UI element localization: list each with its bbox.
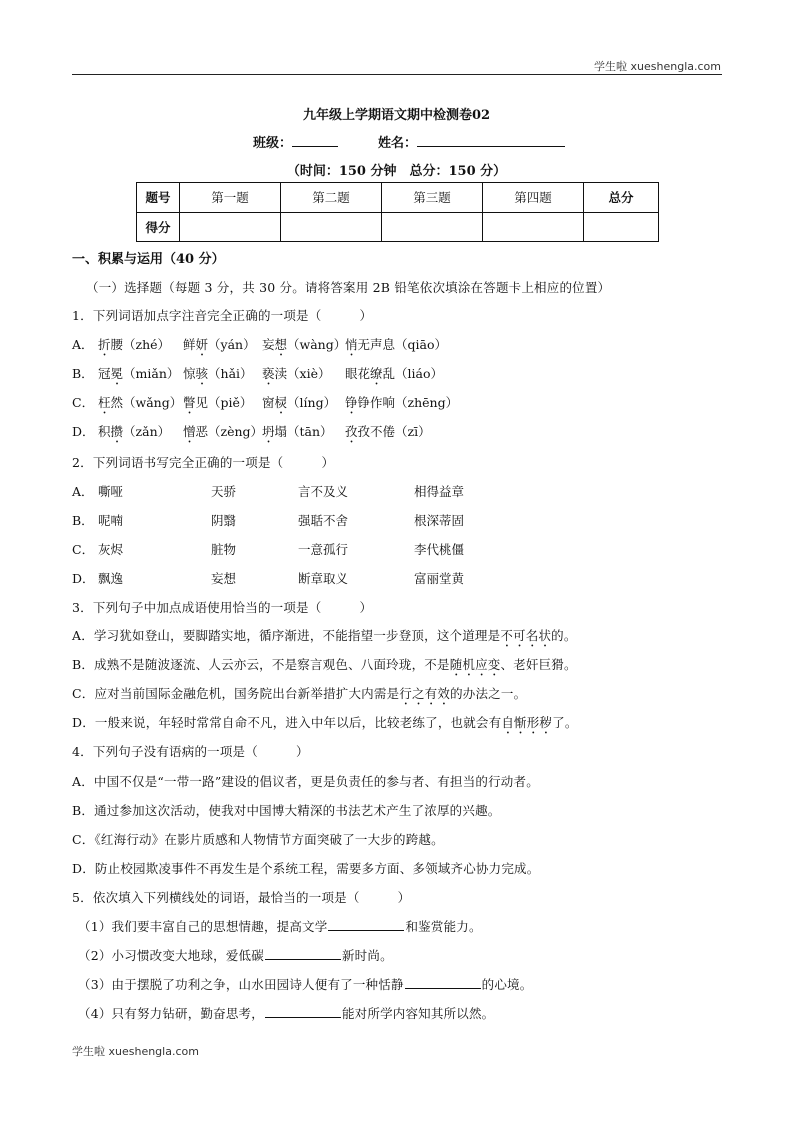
option-d: D．一般来说，年轻时常常自命不凡，进入中年以后，比较老练了，也就会有自惭形秽了。	[72, 715, 578, 730]
option-c: C．应对当前国际金融危机，国务院出台新举措扩大内需是行之有效的办法之一。	[72, 686, 527, 701]
dotted-char: 铮	[345, 395, 358, 410]
option-word: 断章取义	[298, 571, 349, 586]
option-c: C．《红海行动》在影片质感和人物情节方面突破了一大步的跨越。	[72, 832, 444, 847]
dotted-char: 坍	[262, 424, 275, 439]
option-b: B．成熟不是随波逐流、人云亦云，不是察言观色、八面玲珑，不是随机应变、老奸巨猾。	[72, 657, 577, 672]
page-title: 九年级上学期语文期中检测卷02	[302, 108, 491, 123]
pinyin-word: 铮铮作响（zhēng）	[345, 395, 459, 410]
dotted-char: 缭	[370, 366, 383, 381]
option-word: 相得益章	[414, 484, 465, 499]
pinyin-word: 妄想（wàng）	[262, 337, 347, 352]
score-cell	[281, 212, 382, 242]
score-cell	[483, 212, 584, 242]
option-label: B．	[72, 513, 94, 528]
option-label: A．	[72, 337, 94, 352]
dotted-char: 瞥	[183, 395, 196, 410]
table-row	[137, 212, 659, 242]
fill-blank[interactable]	[265, 948, 341, 960]
fill-blank[interactable]	[405, 977, 481, 989]
dotted-idiom: 不可名状	[500, 628, 552, 643]
class-blank	[292, 134, 338, 147]
option-label: D．	[72, 571, 95, 586]
pinyin-word: 亵渎（xiè）	[262, 366, 331, 381]
dotted-char: 枉	[98, 395, 111, 410]
option-word: 飘逸	[98, 571, 124, 586]
table-cell: 得分	[137, 212, 180, 242]
table-cell: 第三题	[382, 183, 483, 213]
option-word: 脏物	[211, 542, 237, 557]
pinyin-word: 瞥见（piě）	[183, 395, 253, 410]
part-heading: （一）选择题（每题 3 分，共 30 分。请将答案用 2B 铅笔依次填涂在答题卡上相应的位置）	[86, 280, 611, 295]
option-a: A．学习犹如登山，要脚踏实地，循序渐进，不能指望一步登顶，这个道理是不可名状的。	[72, 628, 577, 643]
dotted-char: 亵	[262, 366, 275, 381]
dotted-char: 折	[98, 337, 111, 352]
pinyin-word: 悄无声息（qiāo）	[345, 337, 447, 352]
option-label: C．	[72, 542, 95, 557]
question-stem: 3．下列句子中加点成语使用恰当的一项是（ ）	[72, 600, 373, 615]
option-word: 天骄	[211, 484, 237, 499]
table-cell: 第四题	[483, 183, 584, 213]
option-word: 一意孤行	[298, 542, 349, 557]
fill-blank[interactable]	[265, 1006, 341, 1018]
pinyin-word: 惊骇（hǎi）	[183, 366, 253, 381]
dotted-char: 孜	[345, 424, 358, 439]
pinyin-word: 憎恶（zèng）	[183, 424, 264, 439]
class-label: 班级：	[253, 136, 293, 151]
dotted-char: 棂	[274, 395, 288, 410]
table-cell: 第二题	[281, 183, 382, 213]
dotted-idiom: 行之有效	[399, 686, 451, 701]
pinyin-word: 冠冕（miǎn）	[98, 366, 180, 381]
dotted-char: 冕	[110, 366, 124, 381]
dotted-char: 悄	[345, 337, 358, 352]
question-stem: 1．下列词语加点字注音完全正确的一项是（ ）	[72, 308, 373, 323]
option-d: D．防止校园欺凌事件不再发生是个系统工程，需要多方面、多领域齐心协力完成。	[72, 861, 540, 876]
dotted-char: 憎	[183, 424, 196, 439]
dotted-char: 想	[274, 337, 288, 352]
pinyin-word: 枉然（wǎng）	[98, 395, 183, 410]
section-heading: 一、积累与运用（40 分）	[72, 252, 225, 267]
pinyin-word: 眼花缭乱（liáo）	[345, 366, 444, 381]
option-word: 妄想	[211, 571, 237, 586]
option-word: 呢喃	[98, 513, 124, 528]
dotted-idiom: 自惭形秽	[501, 715, 553, 730]
dotted-char: 骇	[195, 366, 209, 381]
question-stem: 2．下列词语书写完全正确的一项是（ ）	[72, 455, 335, 470]
fill-sentence-2: （2）小习惯改变大地球，爱低碳 新时尚。	[78, 948, 393, 963]
option-label: C．	[72, 395, 95, 410]
dotted-char: 攒	[110, 424, 124, 439]
class-name-line	[253, 132, 565, 151]
dotted-idiom: 随机应变	[449, 657, 501, 672]
name-label: 姓名：	[378, 136, 418, 151]
option-word: 言不及义	[298, 484, 349, 499]
fill-sentence-4: （4）只有努力钻研，勤奋思考， 能对所学内容知其所以然。	[78, 1006, 495, 1021]
pinyin-word: 窗棂（líng）	[262, 395, 337, 410]
option-b: B．通过参加这次活动，使我对中国博大精深的书法艺术产生了浓厚的兴趣。	[72, 803, 501, 818]
dotted-char: 妍	[195, 337, 209, 352]
header-site-text: 学生啦 xueshengla.com	[594, 60, 721, 73]
name-blank	[417, 134, 565, 147]
option-word: 阴翳	[211, 513, 237, 528]
option-label: B．	[72, 366, 94, 381]
option-label: D．	[72, 424, 95, 439]
fill-sentence-3: （3）由于摆脱了功利之争，山水田园诗人便有了一种恬静 的心境。	[78, 977, 533, 992]
question-stem: 4．下列句子没有语病的一项是（ ）	[72, 744, 309, 759]
option-word: 根深蒂固	[414, 513, 465, 528]
footer-site-text: 学生啦 xueshengla.com	[72, 1045, 199, 1058]
option-a: A．中国不仅是“一带一路”建设的倡议者，更是负责任的参与者、有担当的行动者。	[72, 774, 539, 789]
table-cell: 题号	[137, 183, 180, 213]
pinyin-word: 折腰（zhé）	[98, 337, 171, 352]
option-word: 灰烬	[98, 542, 124, 557]
score-table	[136, 182, 659, 242]
header-rule	[72, 74, 722, 75]
fill-blank[interactable]	[328, 919, 404, 931]
pinyin-word: 积攒（zǎn）	[98, 424, 171, 439]
table-row	[137, 183, 659, 213]
score-cell	[180, 212, 281, 242]
table-cell: 总分	[584, 183, 659, 213]
pinyin-word: 鲜妍（yán）	[183, 337, 256, 352]
option-word: 嘶哑	[98, 484, 124, 499]
question-stem: 5．依次填入下列横线处的词语，最恰当的一项是（ ）	[72, 890, 411, 905]
pinyin-word: 坍塌（tān）	[262, 424, 333, 439]
table-cell: 第一题	[180, 183, 281, 213]
option-label: A．	[72, 484, 94, 499]
score-cell	[382, 212, 483, 242]
score-cell	[584, 212, 659, 242]
fill-sentence-1: （1）我们要丰富自己的思想情趣，提高文学 和鉴赏能力。	[78, 919, 482, 934]
option-word: 李代桃僵	[414, 542, 465, 557]
pinyin-word: 孜孜不倦（zī）	[345, 424, 431, 439]
option-word: 强聒不舍	[298, 513, 349, 528]
option-word: 富丽堂黄	[414, 571, 465, 586]
time-info: （时间：150 分钟 总分：150 分）	[286, 164, 507, 179]
